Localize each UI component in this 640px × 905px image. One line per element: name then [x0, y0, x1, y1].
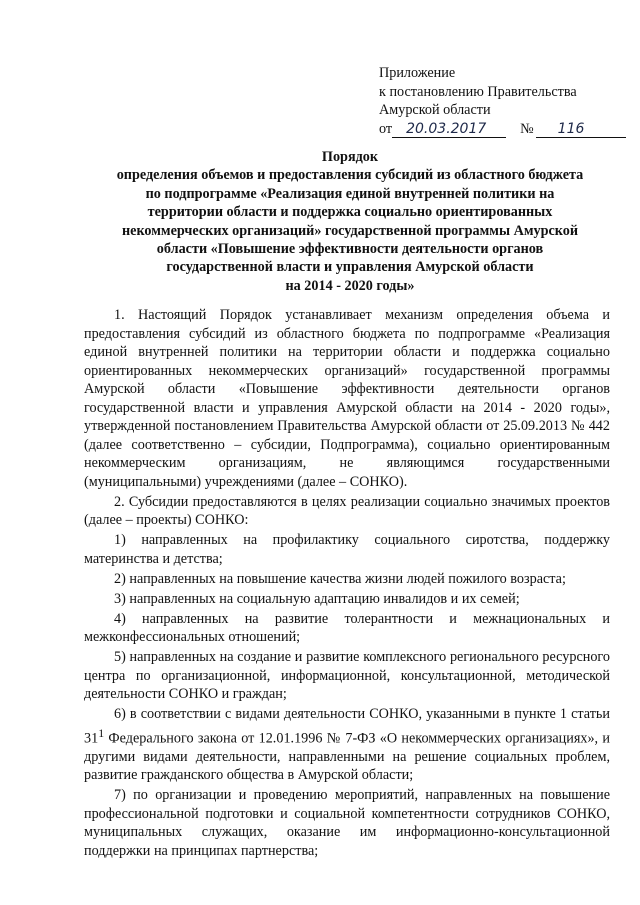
list-item-7: 7) по организации и проведению мероприятий, направленных на повышение профессиональной подготовки и социальной компетентности сотрудников СОНКО, муниципальных служащих, оказание им информационно-консультационной поддержки на принципах партнерства;: [84, 787, 610, 859]
paragraph-1: 1. Настоящий Порядок устанавливает механизм определения объема и предоставления субсидий из областного бюджета по подпрограмме «Реализация единой внутренней политики на территории области и поддержка социально ориентированных некоммерческих организаций» государственной программы Амурской области «Повышение эффективности деятельности органов государственной власти и управления Амурской области на 2014 - 2020 годы», утвержденной постановлением Правительства Амурской области от 25.09.2013 № 442 (далее соответственно – субсидии, Подпрограмма), социально ориентированным некоммерческим организациям, не являющимся государственными (муниципальными) учреждениями (далее – СОНКО).: [84, 307, 610, 490]
title-line: некоммерческих организаций» государственной программы Амурской: [121, 222, 579, 239]
document-body: [84, 306, 610, 862]
title-line: области «Повышение эффективности деятельности органов: [156, 241, 544, 258]
annex-header: [379, 64, 624, 138]
item6-text-start: 6) в соответствии с видами деятельности СОНКО, указанными в пункте 1 статьи 31: [84, 706, 610, 747]
list-item-3: 3) направленных на социальную адаптацию инвалидов и их семей;: [114, 590, 520, 607]
list-item-2: 2) направленных на повышение качества жизни людей пожилого возраста;: [114, 570, 566, 587]
list-item-4: 4) направленных на развитие толерантности и межнациональных и межконфессиональных отношений;: [84, 610, 610, 645]
title-line: Порядок: [321, 149, 379, 165]
handwritten-number: 116: [536, 121, 626, 138]
item6-superscript: 1: [98, 725, 105, 740]
annex-date-line: [379, 120, 624, 139]
document-title: [80, 148, 620, 295]
handwritten-date: 20.03.2017: [392, 121, 506, 138]
list-item-6: [84, 705, 610, 785]
annex-title: Приложение: [379, 65, 456, 81]
date-prefix: от: [379, 120, 393, 137]
title-line: на 2014 - 2020 годы»: [285, 277, 415, 294]
title-line: государственной власти и управления Амурской области: [166, 259, 534, 276]
item6-text-end: Федерального закона от 12.01.1996 № 7-ФЗ «О некоммерческих организациях», и другими видами деятельности, направленными на решение социальных проблем, развитие гражданского общества в Амурской области;: [84, 730, 610, 784]
number-label: №: [520, 120, 534, 137]
title-line: определения объемов и предоставления субсидий из областного бюджета: [116, 167, 584, 184]
list-item-1: 1) направленных на профилактику социального сиротства, поддержку материнства и детства;: [84, 532, 610, 567]
title-line: территории области и поддержка социально ориентированных: [147, 204, 553, 221]
list-item-5: 5) направленных на создание и развитие комплексного регионального ресурсного центра по организационной, информационной, консультационной, методической деятельности СОНКО и граждан;: [84, 649, 610, 702]
annex-resolution: к постановлению Правительства: [379, 83, 577, 100]
paragraph-2: 2. Субсидии предоставляются в целях реализации социально значимых проектов (далее – проекты) СОНКО:: [84, 493, 610, 528]
annex-region: Амурской области: [379, 102, 491, 118]
title-line: по подпрограмме «Реализация единой внутренней политики на: [145, 185, 555, 202]
